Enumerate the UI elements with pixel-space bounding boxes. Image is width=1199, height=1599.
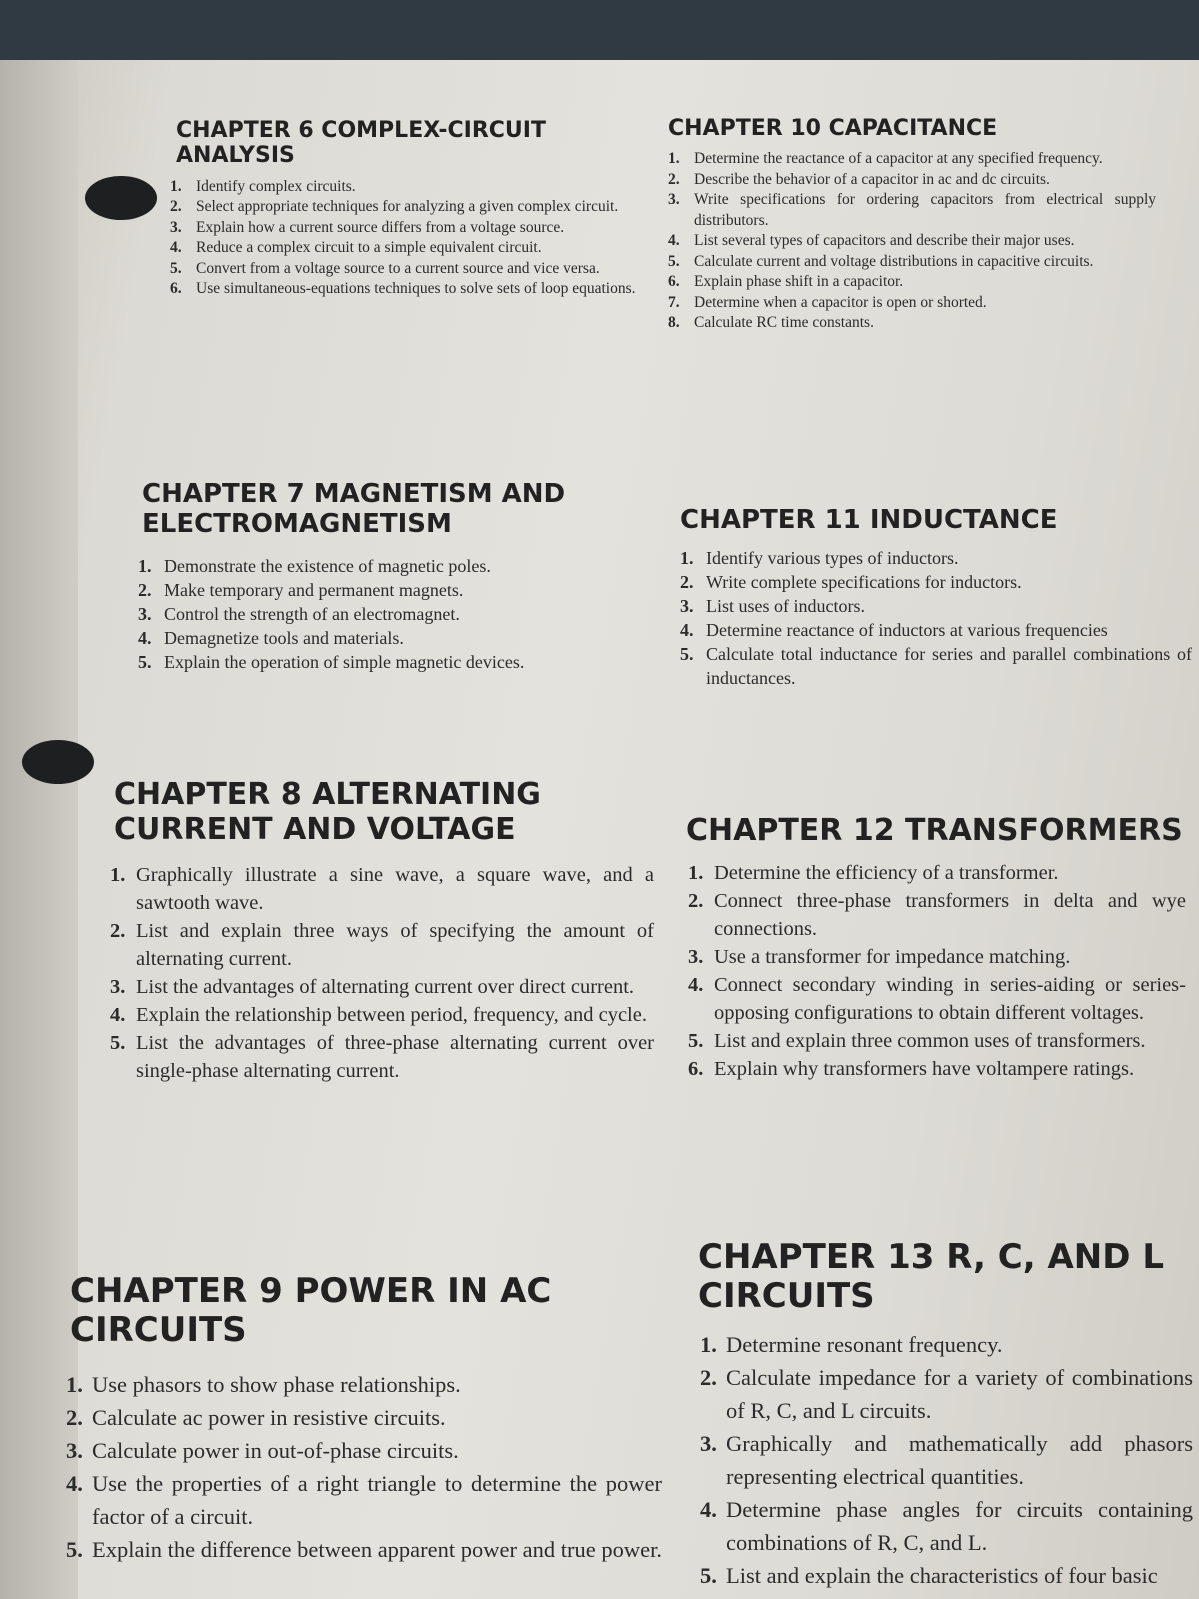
list-item: 2. Write complete specifications for inductors. bbox=[680, 571, 1022, 592]
list-item: 4. Determine reactance of inductors at various frequencies bbox=[680, 619, 1108, 640]
list-item: 5. Explain the operation of simple magnetic devices. bbox=[138, 651, 525, 672]
chapter-13-section bbox=[698, 1238, 1193, 1599]
binder-hole-top bbox=[85, 176, 157, 220]
chapter-8-title: CHAPTER 8 ALTERNATING CURRENT AND VOLTAGE bbox=[114, 777, 541, 847]
list-item: 4. Demagnetize tools and materials. bbox=[138, 627, 404, 648]
list-item: 2. Select appropriate techniques for analyzing a given complex circuit. bbox=[170, 198, 619, 216]
list-item: 2. Describe the behavior of a capacitor in ac and dc circuits. bbox=[668, 170, 1050, 188]
binder-hole-middle bbox=[22, 740, 94, 784]
chapter-10-title: CHAPTER 10 CAPACITANCE bbox=[668, 116, 998, 141]
list-item: 1. Determine the efficiency of a transformer. bbox=[688, 861, 1059, 884]
list-item: 6. Explain why transformers have voltampere ratings. bbox=[688, 1057, 1135, 1080]
chapter-13-objectives bbox=[700, 1328, 1193, 1592]
list-item: 2. Make temporary and permanent magnets. bbox=[138, 579, 464, 600]
list-item: 4. List several types of capacitors and describe their major uses. bbox=[668, 232, 1075, 250]
list-item: 4. Determine phase angles for circuits containing combinations of R, C, and L. bbox=[700, 1497, 1193, 1556]
list-item: 8. Calculate RC time constants. bbox=[668, 314, 874, 332]
list-item: 3. List uses of inductors. bbox=[680, 595, 865, 616]
list-item: 1. Determine resonant frequency. bbox=[700, 1332, 1003, 1358]
list-item: 7. Determine when a capacitor is open or shorted. bbox=[668, 293, 987, 311]
list-item: 3. Calculate power in out-of-phase circuits. bbox=[66, 1438, 459, 1464]
list-item: 1. Use phasors to show phase relationships. bbox=[66, 1372, 461, 1398]
chapter-8-objectives bbox=[110, 861, 654, 1085]
list-item: 3. Control the strength of an electromagnet. bbox=[138, 603, 460, 624]
chapter-11-objectives bbox=[680, 546, 1192, 690]
list-item: 1. Demonstrate the existence of magnetic poles. bbox=[138, 555, 491, 576]
chapter-9-section bbox=[66, 1271, 662, 1566]
list-item: 5. List and explain three common uses of transformers. bbox=[688, 1029, 1146, 1052]
chapter-9-title: CHAPTER 9 POWER IN AC CIRCUITS bbox=[70, 1271, 552, 1351]
chapter-12-objectives bbox=[688, 859, 1186, 1083]
list-item: 5. Calculate total inductance for series and parallel combinations of inductances. bbox=[680, 643, 1192, 688]
list-item: 3. Explain how a current source differs from a voltage source. bbox=[170, 218, 565, 236]
chapter-6-section bbox=[170, 118, 646, 300]
chapter-7-section bbox=[138, 479, 662, 674]
chapter-7-objectives bbox=[138, 554, 662, 674]
chapter-9-objectives bbox=[66, 1368, 662, 1566]
list-item: 3. Use a transformer for impedance matching. bbox=[688, 945, 1071, 968]
list-item: 2. Calculate ac power in resistive circuits. bbox=[66, 1405, 446, 1431]
chapter-13-title: CHAPTER 13 R, C, AND L CIRCUITS bbox=[698, 1238, 1164, 1317]
chapter-10-section bbox=[668, 116, 1156, 334]
list-item: 3. Write specifications for ordering capacitors from electrical supply distributors. bbox=[668, 191, 1156, 229]
list-item: 5. Explain the difference between apparent power and true power. bbox=[66, 1537, 662, 1563]
list-item: 2. Calculate impedance for a variety of combinations of R, C, and L circuits. bbox=[700, 1365, 1193, 1424]
chapter-12-section bbox=[686, 814, 1186, 1083]
list-item: 4. Explain the relationship between period, frequency, and cycle. bbox=[110, 1004, 647, 1026]
chapter-12-title: CHAPTER 12 TRANSFORMERS bbox=[686, 813, 1183, 848]
chapter-11-section bbox=[680, 506, 1192, 690]
list-item: 5. Convert from a voltage source to a current source and vice versa. bbox=[170, 259, 600, 277]
chapter-11-title: CHAPTER 11 INDUCTANCE bbox=[680, 505, 1058, 535]
chapter-7-title: CHAPTER 7 MAGNETISM AND ELECTROMAGNETISM bbox=[142, 479, 566, 539]
chapter-6-objectives bbox=[170, 177, 646, 300]
chapter-10-objectives bbox=[668, 149, 1156, 334]
list-item: 1. Identify various types of inductors. bbox=[680, 547, 959, 568]
list-item: 1. Determine the reactance of a capacitor at any specified frequency. bbox=[668, 150, 1103, 168]
chapter-6-title: CHAPTER 6 COMPLEX-CIRCUIT ANALYSIS bbox=[176, 118, 546, 169]
chapter-8-section bbox=[110, 777, 654, 1085]
list-item: 2. List and explain three ways of specifying the amount of alternating current. bbox=[110, 920, 654, 970]
list-item: 4. Reduce a complex circuit to a simple equivalent circuit. bbox=[170, 239, 542, 257]
list-item: 5. List the advantages of three-phase alternating current over single-phase alternating current. bbox=[110, 1032, 654, 1082]
list-item: 6. Use simultaneous-equations techniques to solve sets of loop equations. bbox=[170, 280, 636, 298]
list-item: 6. Explain phase shift in a capacitor. bbox=[668, 273, 904, 291]
list-item: 3. List the advantages of alternating current over direct current. bbox=[110, 976, 635, 998]
list-item: 3. Graphically and mathematically add phasors representing electrical quantities. bbox=[700, 1431, 1193, 1490]
list-item: 4. Connect secondary winding in series-aiding or series-opposing configurations to obtain different voltages. bbox=[688, 973, 1186, 1024]
list-item: 1. Graphically illustrate a sine wave, a square wave, and a sawtooth wave. bbox=[110, 864, 654, 914]
list-item: 5. Calculate current and voltage distributions in capacitive circuits. bbox=[668, 252, 1094, 270]
list-item: 2. Connect three-phase transformers in delta and wye connections. bbox=[688, 889, 1186, 940]
list-item: 1. Identify complex circuits. bbox=[170, 177, 356, 195]
list-item: 4. Use the properties of a right triangle to determine the power factor of a circuit. bbox=[66, 1471, 662, 1530]
list-item: 5. List and explain the characteristics of four basic bbox=[700, 1563, 1158, 1589]
